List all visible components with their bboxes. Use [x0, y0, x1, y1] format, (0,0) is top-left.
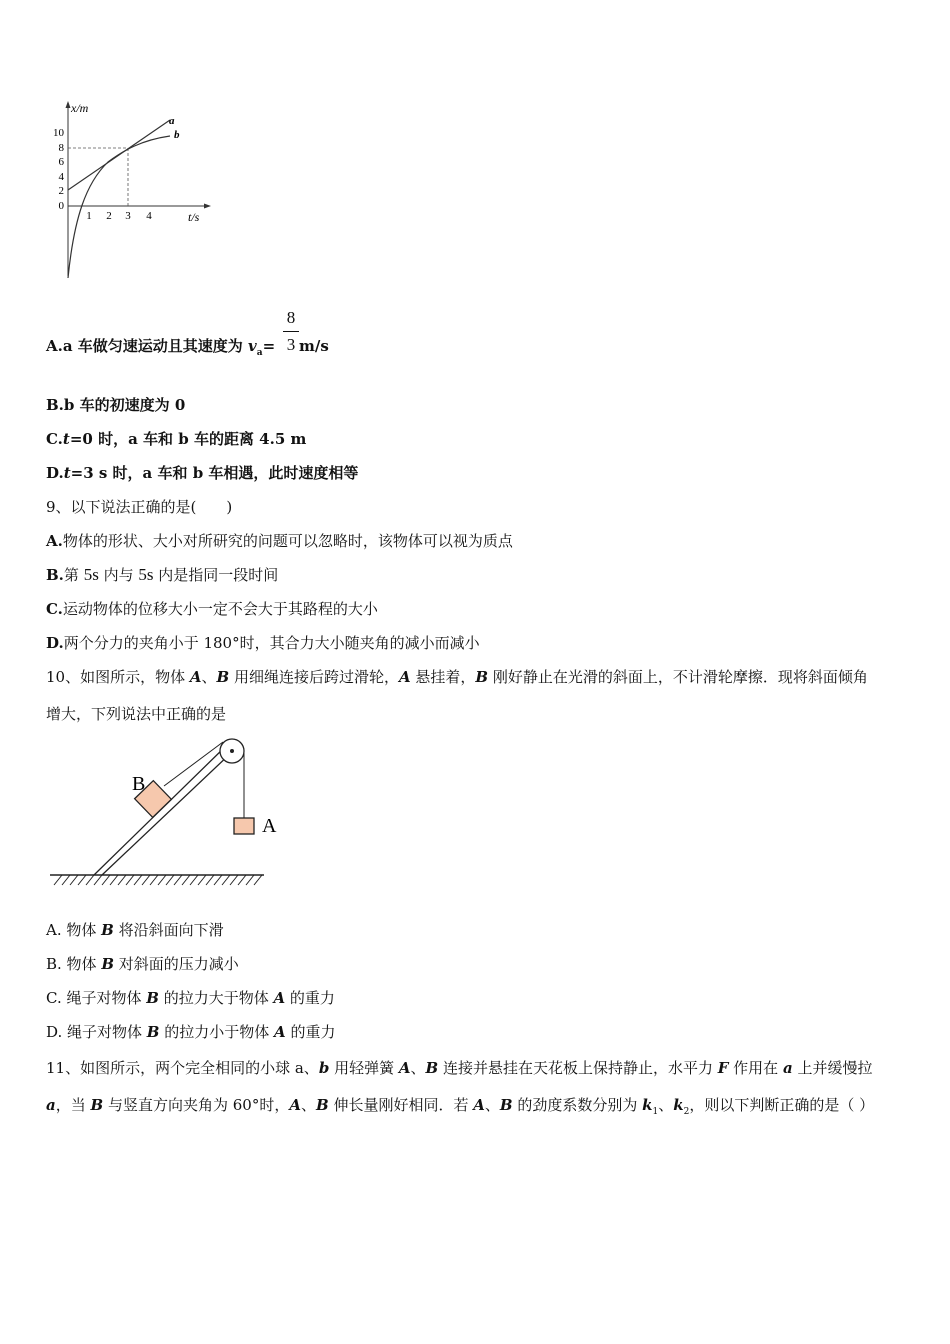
label-b: B	[132, 773, 146, 795]
y-axis-arrow	[66, 101, 71, 108]
x-tick: 4	[146, 210, 152, 222]
x-tick: 1	[86, 210, 92, 222]
xt-graph	[38, 98, 218, 288]
x-axis-label: t/s	[188, 210, 200, 224]
q10-stem-line1: 10、如图所示，物体 A、B 用细绳连接后跨过滑轮，A 悬挂着，B 刚好静止在光滑的斜面上，不计滑轮摩擦．现将斜面倾角	[46, 668, 868, 686]
y-tick: 0	[58, 200, 64, 212]
q9-option-a: A.物体的形状、大小对所研究的问题可以忽略时，该物体可以视为质点	[46, 532, 513, 550]
q8-option-b: B.b 车的初速度为 0	[46, 396, 186, 414]
q10-stem-line2: 增大，下列说法中正确的是	[46, 705, 227, 723]
curve-b	[68, 136, 170, 278]
y-tick: 8	[58, 142, 64, 154]
y-tick: 2	[58, 185, 64, 197]
y-tick: 6	[58, 156, 64, 168]
curve-b-label: b	[174, 129, 180, 141]
q10-option-c: C. 绳子对物体 B 的拉力大于物体 A 的重力	[46, 989, 335, 1007]
q9-option-c: C.运动物体的位移大小一定不会大于其路程的大小	[46, 600, 378, 618]
q11-stem-line1: 11、如图所示，两个完全相同的小球 a、b 用轻弹簧 A、B 连接并悬挂在天花板上保持静止，水平力 F 作用在 a 上并缓慢拉	[46, 1059, 873, 1077]
q8-option-a-unit: m/s	[299, 337, 329, 355]
q8-option-d: D.t=3 s 时，a 车和 b 车相遇，此时速度相等	[46, 464, 359, 482]
q9-stem: 9、以下说法正确的是( )	[46, 498, 233, 516]
y-axis-label: x/m	[71, 101, 89, 115]
q10-option-a: A. 物体 B 将沿斜面向下滑	[46, 921, 224, 939]
incline-pulley-figure	[46, 733, 286, 893]
rope-incline	[164, 742, 223, 786]
fraction-8-3	[283, 308, 299, 355]
block-a	[234, 818, 254, 834]
y-tick: 4	[58, 171, 64, 183]
x-tick: 3	[125, 210, 131, 222]
q10-option-b: B. 物体 B 对斜面的压力减小	[46, 955, 239, 973]
q11-stem-line2: a，当 B 与竖直方向夹角为 60°时，A、B 伸长量刚好相同．若 A、B 的劲度系数分别为 $k_1$、$k_2$，则以下判断正确的是（ ）	[46, 1096, 875, 1117]
fraction-denominator: 3	[286, 335, 296, 354]
x-tick: 2	[106, 210, 112, 222]
ground-hatch	[54, 875, 262, 885]
q10-option-d: D. 绳子对物体 B 的拉力小于物体 A 的重力	[46, 1023, 336, 1041]
fraction-numerator: 8	[286, 308, 296, 327]
q8-option-c: C.t=0 时，a 车和 b 车的距离 4.5 m	[46, 430, 307, 448]
y-tick: 10	[53, 127, 64, 139]
q9-option-b: B.第 5s 内与 5s 内是指同一段时间	[46, 565, 279, 584]
line-a-label: a	[169, 115, 175, 127]
incline-bottom-edge	[102, 752, 232, 875]
pulley-axle	[230, 749, 234, 753]
label-a: A	[262, 815, 277, 837]
q8-option-a: A.a 车做匀速运动且其速度为 $v_a=$	[46, 337, 276, 358]
x-axis-arrow	[204, 204, 211, 209]
q9-option-d: D.两个分力的夹角小于 180°时，其合力大小随夹角的减小而减小	[46, 634, 480, 652]
